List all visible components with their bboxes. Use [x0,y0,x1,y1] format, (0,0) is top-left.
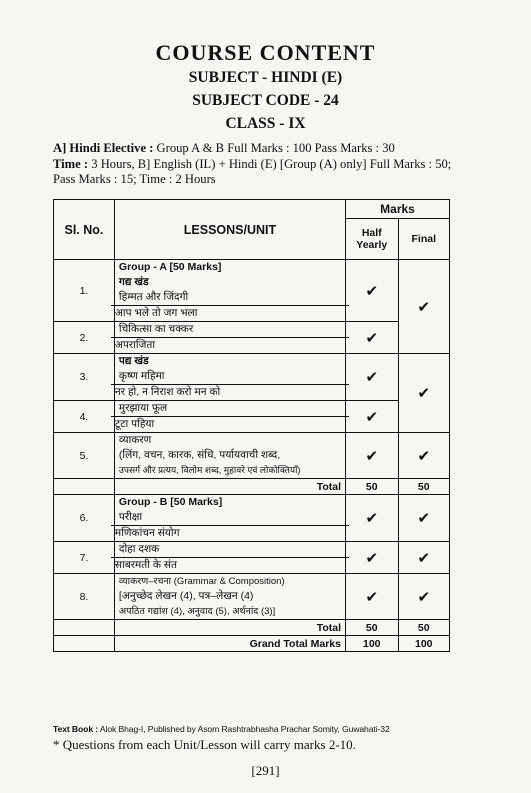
table-row [54,322,450,354]
lesson-title: हिम्मत और जिंदगी [118,291,189,303]
subject-code-heading: SUBJECT CODE - 24 [192,92,339,109]
header-marks: Marks [346,200,450,219]
header-yearly: Yearly [356,239,388,251]
final-tick [398,260,449,354]
table-row [54,354,450,401]
lesson-title: चिकित्सा का चक्कर [118,323,194,335]
sl-no: 4. [54,401,115,433]
final-tick [398,433,449,479]
half-yearly-tick [346,495,399,542]
grand-total-row [54,636,450,652]
lesson-cell [114,433,345,479]
sl-no: 3. [54,354,115,401]
total-row [54,479,450,495]
half-yearly-tick [346,260,399,322]
check-icon: ✔ [417,587,431,606]
lesson-title: व्याकरण–रचना (Grammar & Composition) [118,576,285,587]
grand-total-final: 100 [398,636,449,652]
final-tick [398,495,449,542]
final-tick [398,354,449,433]
lesson-title: नर हो, न निराश करो मन को [111,384,349,400]
half-yearly-tick [346,542,399,574]
half-yearly-tick [346,401,399,433]
subject-heading: SUBJECT - HINDI (E) [188,69,343,86]
lesson-cell [114,322,345,354]
check-icon: ✔ [365,407,379,426]
header-lessons: LESSONS/UNIT [114,200,345,260]
table-row [54,433,450,479]
check-icon: ✔ [365,587,379,606]
lesson-subtopics: अपठित गद्यांश (4), अनुवाद (5), अर्थनांद (3)] [118,606,276,617]
check-icon: ✔ [417,297,431,316]
grand-total-label: Grand Total Marks [114,636,345,652]
lesson-title: टूटा पहिया [111,416,349,432]
lesson-cell [114,495,345,542]
table-row [54,401,450,433]
total-half-yearly: 50 [346,620,399,636]
sl-no: 7. [54,542,115,574]
marks-intro [53,141,473,188]
grand-total-half-yearly: 100 [346,636,399,652]
lesson-cell [114,260,345,322]
textbook-note [53,724,473,734]
total-label: Total [114,620,345,636]
total-row [54,620,450,636]
total-half-yearly: 50 [346,479,399,495]
lesson-cell [114,401,345,433]
check-icon: ✔ [417,384,431,402]
header-sl-no: Sl. No. [54,200,115,260]
table-row [54,574,450,620]
half-yearly-tick [346,433,399,479]
check-icon: ✔ [365,281,379,300]
course-table [53,199,450,652]
half-yearly-tick [346,574,399,620]
lesson-title: परीक्षा [118,511,143,523]
final-tick [398,542,449,574]
check-icon: ✔ [417,446,431,465]
lesson-title: कृष्ण महिमा [118,370,165,382]
intro-text-1: Group A & B Full Marks : 100 Pass Marks : 30 [153,141,395,155]
lesson-cell [114,354,345,401]
lesson-title: आप भले तो जग भला [111,305,349,321]
sl-no: 5. [54,433,115,479]
half-yearly-tick [346,322,399,354]
header-half: Half [361,227,382,239]
empty-cell [54,620,115,636]
section-label: पद्य खंड [118,355,149,367]
lesson-title: व्याकरण [118,434,152,446]
sl-no: 8. [54,574,115,620]
class-heading: CLASS - IX [225,115,306,132]
sl-no: 6. [54,495,115,542]
final-tick [398,574,449,620]
check-icon: ✔ [365,328,379,347]
intro-label-hindi-elective: A] Hindi Elective : [53,141,154,155]
total-label: Total [114,479,345,495]
check-icon: ✔ [417,509,431,527]
sl-no: 2. [54,322,115,354]
check-icon: ✔ [365,509,379,527]
page-title: COURSE CONTENT [155,40,376,65]
total-final: 50 [398,620,449,636]
lesson-title: दोहा दशक [118,543,160,555]
group-label: Group - A [50 Marks] [118,261,222,273]
check-icon: ✔ [417,548,431,567]
half-yearly-tick [346,354,399,401]
table-row [54,542,450,574]
lesson-title: साबरमती के संत [111,557,349,573]
lesson-subtopics: उपसर्ग और प्रत्यय, विलोम शब्द, मुहावरे एवं लोकोक्तियाँ) [118,465,301,475]
intro-text-2: 3 Hours, B] English (IL) + Hindi (E) [Group (A) only] Full Marks : 50; Pass Marks : 15; Time : 2 Hours [53,156,452,186]
check-icon: ✔ [365,548,379,567]
textbook-text: Alok Bhag-I, Published by Asom Rashtrabhasha Prachar Somity, Guwahati-32 [98,724,390,734]
lesson-subtopics: (लिंग, वचन, कारक, संधि, पर्यायवाची शब्द, [118,449,281,461]
table-row [54,260,450,322]
intro-label-time: Time : [53,156,89,171]
lesson-title: मुरझाया फूल [118,402,168,414]
total-final: 50 [398,479,449,495]
textbook-label: Text Book : [53,724,99,734]
header-half-yearly [346,219,399,260]
sl-no: 1. [54,260,115,322]
lesson-cell [114,542,345,574]
lesson-title: अपराजिता [111,337,349,353]
questions-note: * Questions from each Unit/Lesson will carry marks 2-10. [53,737,356,752]
lesson-subtopics: [अनुच्छेद लेखन (4), पत्र–लेखन (4) [118,590,254,602]
check-icon: ✔ [365,446,379,465]
group-label: Group - B [50 Marks] [118,496,223,508]
header-final: Final [398,219,449,260]
page-number: [291] [251,763,280,778]
lesson-cell [114,574,345,620]
section-label: गद्य खंड [118,276,149,288]
lesson-title: मणिकांचन संयोग [111,525,349,541]
check-icon: ✔ [365,368,379,386]
table-row [54,495,450,542]
empty-cell [54,479,115,495]
empty-cell [54,636,115,652]
